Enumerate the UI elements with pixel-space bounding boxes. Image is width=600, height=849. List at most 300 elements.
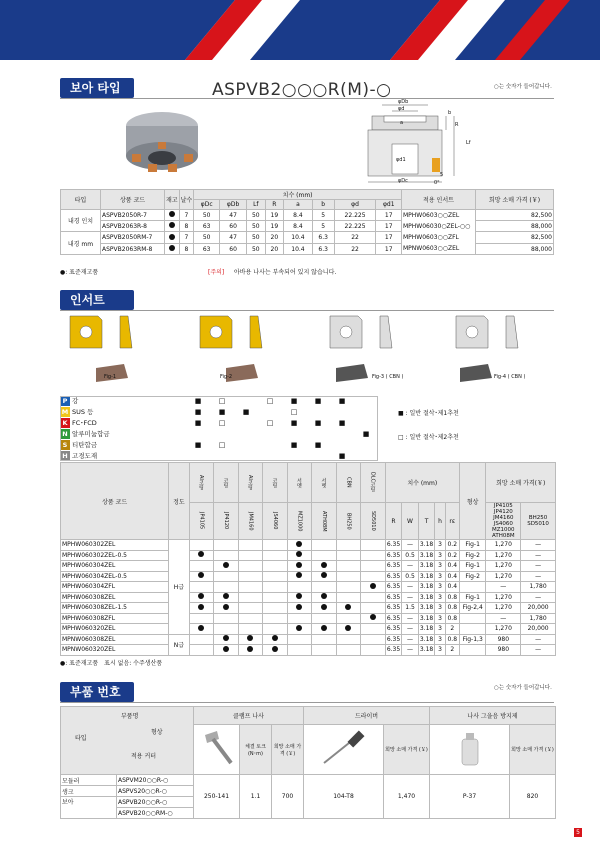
price-grade: BH250 bbox=[528, 515, 548, 521]
dim-cell: 22.225 bbox=[334, 210, 376, 221]
screw-image bbox=[194, 725, 240, 775]
insert-line: MPHW0603○○ZFL bbox=[403, 234, 459, 241]
th-clamp: 클램프 나사 bbox=[194, 707, 304, 725]
th-price: 희망 소매 가격(￥) bbox=[486, 463, 556, 503]
price-cell: — bbox=[486, 582, 521, 593]
stock-cell bbox=[336, 540, 361, 551]
th-price: 희망 소매 가격 (￥) bbox=[384, 725, 430, 775]
th-grade-name bbox=[263, 503, 288, 540]
price-grade: JM4160 bbox=[493, 515, 514, 521]
mat-legend-1: ■ : 일반 절삭･제1추천 bbox=[398, 410, 459, 417]
type-cell: 내경 인치 bbox=[61, 210, 101, 232]
stock-dot bbox=[296, 625, 302, 631]
stock-cell bbox=[214, 540, 239, 551]
model-code: ASPVB2○○○R(M)-○ bbox=[212, 80, 392, 100]
stock-dot bbox=[321, 625, 327, 631]
th-type-label: 타입 bbox=[75, 735, 87, 742]
section-title-bore: 보아 타입 bbox=[60, 78, 134, 98]
th-dim: rε bbox=[445, 503, 459, 540]
page-number: 5 bbox=[574, 828, 582, 837]
label-a: a bbox=[400, 120, 404, 126]
stock-dot bbox=[198, 572, 204, 578]
label-phi-d: φd bbox=[398, 106, 405, 112]
material-code: K bbox=[60, 418, 70, 428]
anti-no: P-37 bbox=[430, 775, 510, 819]
rec-cell: ■ bbox=[194, 408, 202, 416]
stock-cell bbox=[214, 603, 239, 614]
stock-cell bbox=[263, 603, 288, 614]
stock-cell bbox=[238, 582, 263, 593]
th-grade-name bbox=[361, 503, 386, 540]
th-dim: b bbox=[312, 200, 334, 210]
stock-cell bbox=[287, 634, 312, 645]
th-cutter: 적용 커터 bbox=[131, 753, 157, 760]
stock-dot bbox=[223, 562, 229, 568]
dim-cell: 50 bbox=[247, 232, 266, 244]
stock-dot bbox=[321, 604, 327, 610]
stock-dot bbox=[223, 635, 229, 641]
divider bbox=[60, 310, 554, 311]
insert-figure-1 bbox=[62, 312, 182, 384]
stock-cell bbox=[189, 561, 214, 572]
stock-cell bbox=[189, 582, 214, 593]
dim-cell: 8.4 bbox=[284, 210, 313, 221]
stock-cell bbox=[189, 603, 214, 614]
insert-legend: ●: 표준재고품 표시 없음: 수주생산품 bbox=[60, 660, 163, 667]
stock-dot bbox=[296, 593, 302, 599]
th-grade-name bbox=[287, 503, 312, 540]
stock-cell bbox=[312, 561, 337, 572]
stock-cell bbox=[189, 550, 214, 561]
price-cell: — bbox=[521, 550, 556, 561]
stock-cell bbox=[336, 634, 361, 645]
rec-cell: □ bbox=[290, 408, 298, 416]
dim-cell: 63 bbox=[194, 244, 220, 255]
rec-cell: ■ bbox=[194, 397, 202, 405]
stock-cell bbox=[238, 571, 263, 582]
th-insert: 적용 인서트 bbox=[402, 190, 476, 210]
grade-label: JP4120 bbox=[222, 512, 229, 530]
code-cell: MPHW060308ZFL bbox=[61, 613, 169, 624]
dim-cell: 19 bbox=[265, 210, 284, 221]
code-cell: MPHW060320ZEL bbox=[61, 624, 169, 635]
price-cell: 88,000 bbox=[476, 221, 554, 232]
stock-cell bbox=[263, 634, 288, 645]
stock-cell bbox=[238, 561, 263, 572]
label-b: b bbox=[448, 110, 452, 116]
driver-image bbox=[304, 725, 384, 775]
stock-cell bbox=[312, 582, 337, 593]
stock-cell bbox=[287, 645, 312, 656]
stock-dot bbox=[345, 625, 351, 631]
coat-label: AI코팅 bbox=[197, 475, 204, 490]
dim-cell: 6.35 bbox=[386, 541, 401, 549]
th-dim: h bbox=[435, 503, 445, 540]
stock-dot bbox=[247, 635, 253, 641]
rec-cell: ■ bbox=[194, 441, 202, 449]
th-grade-name bbox=[336, 503, 361, 540]
label-0deg: 0° bbox=[434, 180, 440, 186]
rec-cell: ■ bbox=[194, 419, 202, 427]
grade-label: JS4060 bbox=[271, 512, 278, 530]
insert-cell bbox=[402, 210, 476, 255]
price-cell: — bbox=[521, 592, 556, 603]
stock-cell bbox=[361, 603, 386, 614]
type-cell: 보아 bbox=[61, 797, 117, 819]
dim-cell: 3 bbox=[435, 613, 445, 624]
shape-cell bbox=[459, 613, 486, 624]
stock-cell bbox=[336, 592, 361, 603]
material-code: M bbox=[61, 408, 69, 416]
stock-cell bbox=[189, 613, 214, 624]
stock-cell bbox=[165, 221, 180, 232]
rec-cell: ■ bbox=[314, 441, 322, 449]
price-grade: ATH08M bbox=[492, 533, 515, 539]
dim-cell: 0.8 bbox=[445, 634, 459, 645]
stock-cell bbox=[312, 540, 337, 551]
dim-cell: 10.4 bbox=[284, 244, 313, 255]
dim-cell: 50 bbox=[194, 232, 220, 244]
th-dim: φd1 bbox=[376, 200, 402, 210]
stock-cell bbox=[238, 603, 263, 614]
stock-legend: ●: 표준재고품 bbox=[60, 269, 99, 276]
dim-cell: 6.3 bbox=[312, 232, 334, 244]
price-grade: MZ1000 bbox=[492, 527, 515, 533]
stock-cell bbox=[263, 561, 288, 572]
th-anti: 나사 그을음 방지제 bbox=[430, 707, 556, 725]
dim-cell: 6.35 bbox=[386, 635, 401, 643]
coat-label: CBN bbox=[345, 477, 352, 488]
code-cell: MPHW060304ZFL bbox=[61, 582, 169, 593]
price-grade: JP4105 bbox=[493, 503, 513, 509]
price-cell: 1,270 bbox=[486, 550, 521, 561]
stock-dot bbox=[198, 551, 204, 557]
header-band bbox=[0, 0, 600, 60]
dim-cell: 0.2 bbox=[445, 540, 459, 551]
stock-dot bbox=[345, 604, 351, 610]
stock-cell bbox=[263, 624, 288, 635]
stock-dot bbox=[296, 562, 302, 568]
dim-cell: 6.35 bbox=[386, 614, 401, 622]
stock-dot bbox=[247, 646, 253, 652]
price-cell: 980 bbox=[486, 634, 521, 645]
table-row bbox=[61, 561, 556, 572]
dim-cell: 3 bbox=[435, 624, 445, 635]
insert-line: MPNW0603○○ZEL bbox=[403, 245, 460, 252]
material-name: 고경도재 bbox=[72, 452, 98, 460]
th-code: 상품 코드 bbox=[61, 463, 169, 540]
teeth-cell: 7 bbox=[179, 210, 194, 221]
stock-dot bbox=[223, 604, 229, 610]
clamp-no: 250-141 bbox=[194, 775, 240, 819]
shape-cell: Fig-2 bbox=[459, 550, 486, 561]
stock-cell bbox=[214, 624, 239, 635]
dim-cell: 3.18 bbox=[419, 541, 434, 549]
material-code: S bbox=[60, 440, 70, 450]
torque-val: 1.1 bbox=[240, 775, 272, 819]
stock-cell bbox=[361, 540, 386, 551]
material-code: H bbox=[60, 451, 70, 461]
price-cell: 1,270 bbox=[486, 561, 521, 572]
code-cell: MPHW060302ZEL bbox=[61, 540, 169, 551]
th-dims: 치수 (mm) bbox=[194, 190, 402, 200]
price-cell: — bbox=[521, 571, 556, 582]
dim-cell: 0.5 bbox=[402, 550, 418, 561]
dim-cell: 3.18 bbox=[419, 614, 434, 622]
stock-cell bbox=[361, 624, 386, 635]
rec-cell: ■ bbox=[290, 419, 298, 427]
rec-cell: ■ bbox=[314, 419, 322, 427]
stock-dot bbox=[198, 604, 204, 610]
insert-figure-2 bbox=[192, 312, 312, 384]
note: ○는 숫자가 들어갑니다. bbox=[494, 84, 552, 90]
stock-cell bbox=[238, 634, 263, 645]
price-cell: — bbox=[521, 540, 556, 551]
stock-dot bbox=[321, 572, 327, 578]
stock-dot bbox=[169, 211, 175, 217]
stock-cell bbox=[287, 613, 312, 624]
dim-cell: 6.3 bbox=[312, 244, 334, 255]
material-code: N bbox=[60, 429, 70, 439]
dim-cell: 6.35 bbox=[386, 625, 401, 633]
th-coat bbox=[189, 463, 214, 503]
stock-cell bbox=[336, 571, 361, 582]
label-phi-db: φDb bbox=[398, 99, 409, 105]
table-row bbox=[61, 582, 556, 593]
cutter-image bbox=[118, 104, 206, 184]
shape-cell: Fig-1 bbox=[459, 561, 486, 572]
th-coat bbox=[336, 463, 361, 503]
th-shape: 형상 bbox=[151, 729, 163, 736]
stock-cell bbox=[263, 613, 288, 624]
stock-dot bbox=[169, 222, 175, 228]
dim-cell: 19 bbox=[265, 221, 284, 232]
th-coat bbox=[238, 463, 263, 503]
th-price: 희망 소매 가격 (￥) bbox=[510, 725, 556, 775]
th-part-name: 부품명 bbox=[121, 713, 139, 720]
dim-cell: 3 bbox=[435, 540, 445, 551]
teeth-cell: 8 bbox=[179, 221, 194, 232]
stock-dot bbox=[296, 572, 302, 578]
dim-cell: 6.35 bbox=[386, 562, 401, 570]
dim-cell: 6.35 bbox=[386, 551, 401, 559]
dim-cell: 3 bbox=[435, 571, 445, 582]
th-type bbox=[61, 707, 194, 775]
stock-cell bbox=[336, 624, 361, 635]
dim-cell: 60 bbox=[220, 221, 247, 232]
rec-cell: □ bbox=[218, 441, 226, 449]
material-code: P bbox=[60, 396, 70, 406]
stock-cell bbox=[238, 540, 263, 551]
coat-label: 코팅 bbox=[222, 477, 229, 488]
th-coat bbox=[312, 463, 337, 503]
stock-cell bbox=[214, 582, 239, 593]
dim-cell: 0.4 bbox=[445, 582, 459, 593]
dim-cell: — bbox=[402, 645, 418, 656]
table-row bbox=[61, 550, 556, 561]
dim-cell: 6.35 bbox=[386, 646, 401, 654]
dim-cell: 2 bbox=[445, 645, 459, 656]
dim-cell: 17 bbox=[376, 210, 402, 221]
th-shape: 형상 bbox=[459, 463, 486, 540]
stock-dot bbox=[169, 245, 175, 251]
dim-cell: 3 bbox=[435, 634, 445, 645]
stock-cell bbox=[361, 645, 386, 656]
grade-cell: H급 bbox=[169, 540, 189, 635]
th-dim: φDc bbox=[194, 200, 220, 210]
stock-cell bbox=[214, 613, 239, 624]
price-cell: 1,780 bbox=[521, 582, 556, 593]
fig-label: Fig-3 ( CBN ) bbox=[372, 374, 404, 380]
th-stock: 재고 bbox=[165, 190, 180, 210]
dim-cell: 3.18 bbox=[419, 593, 434, 601]
price-cell: 1,270 bbox=[486, 624, 521, 635]
th-price: 희망 소매 가격 (￥) bbox=[272, 725, 304, 775]
stock-cell bbox=[189, 571, 214, 582]
rec-cell: ■ bbox=[242, 408, 250, 416]
dim-cell: 17 bbox=[376, 232, 402, 244]
table-row bbox=[61, 645, 556, 656]
stock-cell bbox=[361, 571, 386, 582]
price-cell: — bbox=[521, 561, 556, 572]
dim-cell: 1.5 bbox=[402, 603, 418, 614]
section-title-parts: 부품 번호 bbox=[60, 682, 134, 702]
stock-cell bbox=[312, 624, 337, 635]
fig-label: Fig-1 bbox=[104, 374, 117, 380]
dim-cell: 3.18 bbox=[419, 551, 434, 559]
stock-cell bbox=[238, 613, 263, 624]
stock-cell bbox=[263, 540, 288, 551]
dim-cell: 3 bbox=[435, 603, 445, 614]
th-price: 희망 소매 가격 (￥) bbox=[476, 190, 554, 210]
th-coat bbox=[287, 463, 312, 503]
price-cell: 980 bbox=[486, 645, 521, 656]
stock-cell bbox=[361, 550, 386, 561]
price-cell: 1,270 bbox=[486, 603, 521, 614]
th-coat bbox=[361, 463, 386, 503]
stock-cell bbox=[189, 624, 214, 635]
price-cell: 20,000 bbox=[521, 624, 556, 635]
rec-cell: □ bbox=[266, 419, 274, 427]
anti-seize-image bbox=[430, 725, 510, 775]
rec-cell: ■ bbox=[314, 397, 322, 405]
dim-cell: — bbox=[402, 624, 418, 635]
th-dim: φDb bbox=[220, 200, 247, 210]
dim-cell: 22 bbox=[334, 244, 376, 255]
th-grade-name bbox=[238, 503, 263, 540]
grade-label: JM4160 bbox=[247, 511, 254, 531]
dim-cell: — bbox=[402, 592, 418, 603]
stock-cell bbox=[165, 244, 180, 255]
code-cell: ASPVB2063R-8 bbox=[101, 221, 165, 232]
label-phi-d1: φd1 bbox=[396, 157, 406, 163]
th-code: 상품 코드 bbox=[101, 190, 165, 210]
th-price-group1 bbox=[486, 503, 521, 540]
dim-cell: 0.4 bbox=[445, 561, 459, 572]
type-cell: 생크 bbox=[61, 786, 117, 797]
dim-cell: 22.225 bbox=[334, 221, 376, 232]
section-title-insert: 인서트 bbox=[60, 290, 134, 310]
price-cell: — bbox=[521, 645, 556, 656]
th-dim: W bbox=[402, 503, 418, 540]
dim-cell: 47 bbox=[220, 210, 247, 221]
stock-cell bbox=[214, 561, 239, 572]
dim-cell: 6.35 bbox=[386, 593, 401, 601]
th-dim: φd bbox=[334, 200, 376, 210]
th-grade-name bbox=[214, 503, 239, 540]
grade-label: SD5010 bbox=[369, 511, 376, 531]
stock-cell bbox=[336, 561, 361, 572]
dim-cell: 60 bbox=[220, 244, 247, 255]
dim-cell: 6.35 bbox=[386, 583, 401, 591]
stock-cell bbox=[287, 582, 312, 593]
stock-cell bbox=[361, 582, 386, 593]
stock-cell bbox=[263, 571, 288, 582]
stock-cell bbox=[238, 592, 263, 603]
dim-cell: 50 bbox=[247, 221, 266, 232]
dim-cell: 17 bbox=[376, 244, 402, 255]
anti-price: 820 bbox=[510, 775, 556, 819]
dim-cell: 22 bbox=[334, 232, 376, 244]
stock-cell bbox=[361, 634, 386, 645]
price-cell: 82,500 bbox=[476, 210, 554, 221]
stock-cell bbox=[287, 561, 312, 572]
shape-cell: Fig-1 bbox=[459, 592, 486, 603]
rec-cell: □ bbox=[218, 397, 226, 405]
shape-cell: Fig-2,4 bbox=[459, 603, 486, 614]
caution-label: [주의] bbox=[208, 269, 225, 276]
rec-cell: ■ bbox=[290, 441, 298, 449]
driver-no: 104-T8 bbox=[304, 775, 384, 819]
dim-cell: 0.8 bbox=[445, 603, 459, 614]
code-cell: MPHW060304ZEL-0.5 bbox=[61, 571, 169, 582]
bore-table bbox=[60, 189, 554, 255]
coat-label: AI코팅 bbox=[246, 475, 253, 490]
dim-cell: 5 bbox=[312, 221, 334, 232]
grade-label: ATH08M bbox=[320, 510, 327, 532]
stock-dot bbox=[272, 646, 278, 652]
dim-cell: 3.18 bbox=[419, 562, 434, 570]
rec-cell: ■ bbox=[362, 430, 370, 438]
dim-cell: 6.35 bbox=[386, 604, 401, 612]
th-teeth: 날수 bbox=[179, 190, 194, 210]
stock-cell bbox=[312, 592, 337, 603]
stock-cell bbox=[214, 571, 239, 582]
stock-cell bbox=[361, 613, 386, 624]
caution-text: 아바용 나사는 부속되어 있지 않습니다. bbox=[234, 269, 337, 276]
coat-label: 서멧 bbox=[320, 477, 327, 488]
coat-label: 코팅 bbox=[271, 477, 278, 488]
stock-cell bbox=[189, 592, 214, 603]
type-cell: 모듈러 bbox=[61, 775, 117, 786]
stock-cell bbox=[336, 582, 361, 593]
material-name: SUS 등 bbox=[72, 408, 94, 416]
stock-cell bbox=[287, 603, 312, 614]
fig-label: Fig-4 ( CBN ) bbox=[494, 374, 526, 380]
price-grade: JP4120 bbox=[493, 509, 513, 515]
price-cell: 20,000 bbox=[521, 603, 556, 614]
stock-dot bbox=[296, 541, 302, 547]
dim-cell: 2 bbox=[445, 624, 459, 635]
code-cell: MPHW060304ZEL bbox=[61, 561, 169, 572]
price-grade: JS4060 bbox=[493, 521, 513, 527]
stock-cell bbox=[238, 550, 263, 561]
stock-cell bbox=[214, 592, 239, 603]
stock-dot bbox=[370, 583, 376, 589]
stock-cell bbox=[214, 550, 239, 561]
dim-cell: 3 bbox=[435, 582, 445, 593]
th-grade: 정도 bbox=[169, 463, 189, 540]
